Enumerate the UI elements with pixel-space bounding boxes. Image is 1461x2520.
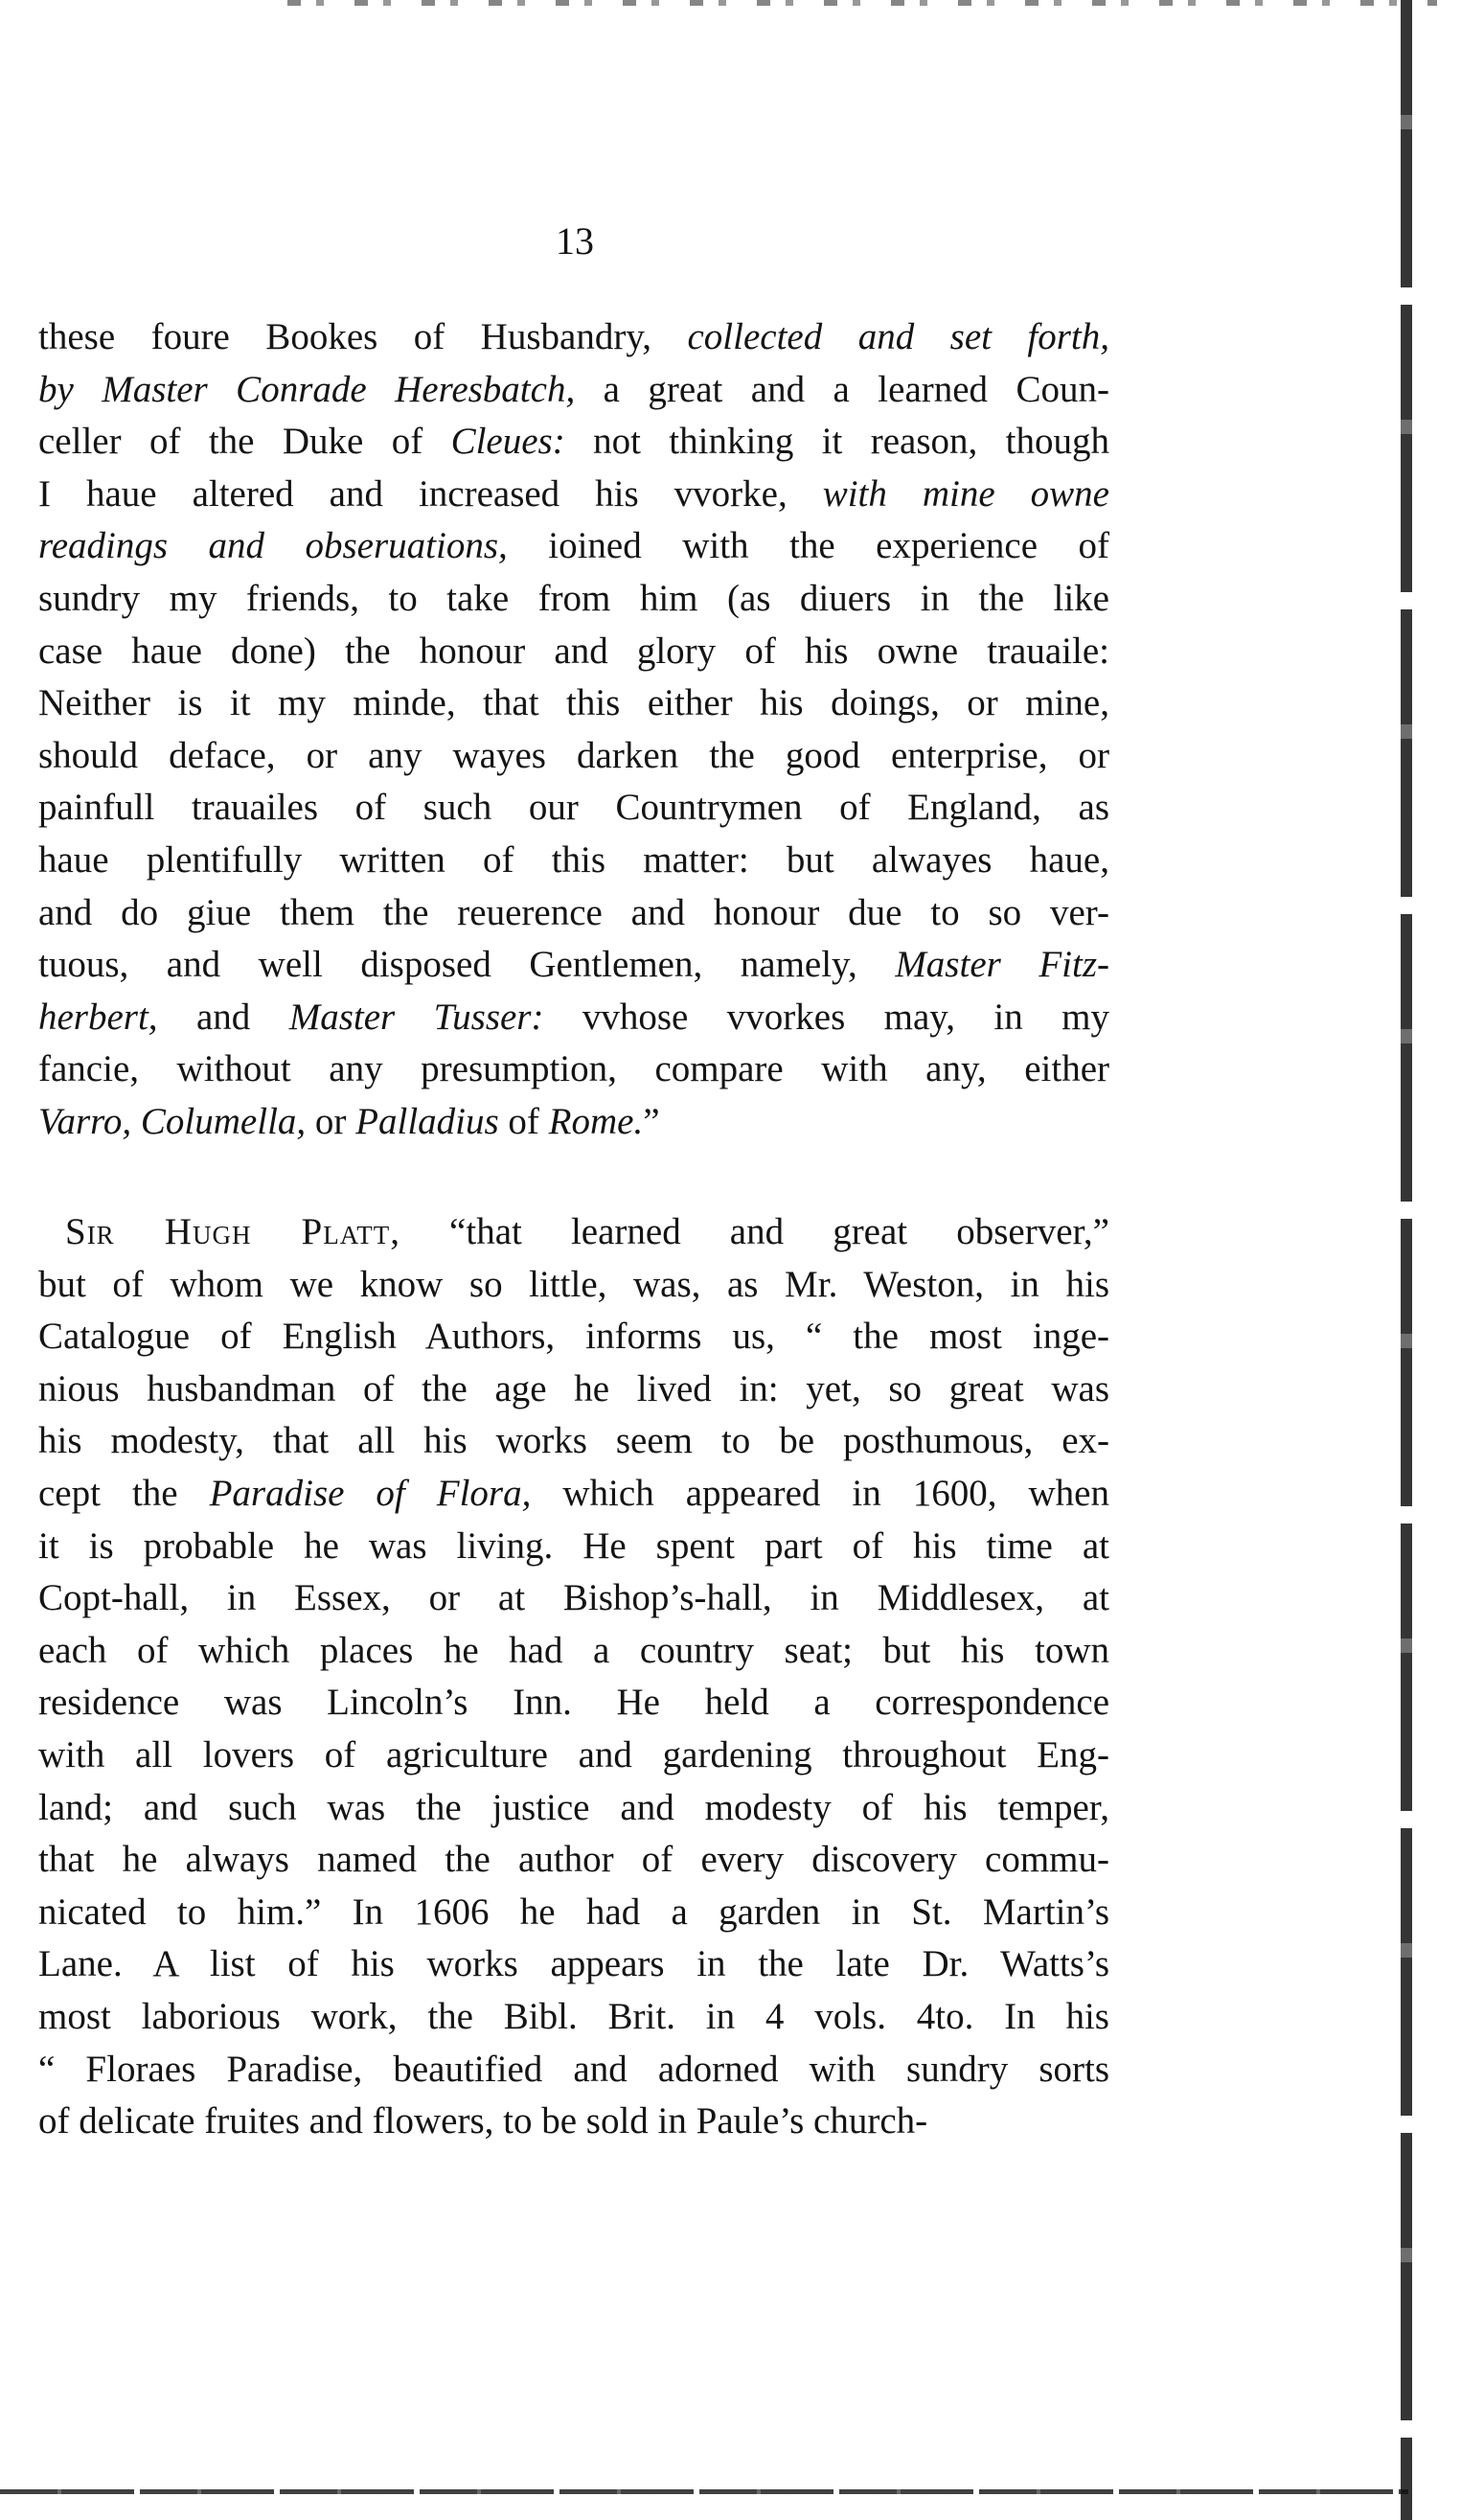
text-line	[38, 1043, 1109, 1096]
text-line	[38, 573, 1109, 626]
scan-edge-bottom	[0, 2489, 1408, 2494]
text-line	[38, 520, 1109, 573]
text-line	[38, 677, 1109, 730]
italic-text: Paradise of Flora,	[209, 1472, 532, 1514]
text-line	[38, 1468, 1109, 1521]
text-run: tuous, and well disposed Gentlemen, namely,	[38, 944, 896, 986]
text-run: I haue altered and increased his vvorke,	[38, 472, 823, 515]
scan-edge-right	[1401, 0, 1412, 2520]
text-run: painfull trauailes of such our Countrymen of England, as	[38, 787, 1109, 829]
text-line	[38, 1991, 1109, 2044]
italic-text: Varro, Columella,	[38, 1100, 307, 1142]
text-run: sundry my friends, to take from him (as diuers in the like	[38, 577, 1109, 619]
text-run: fancie, without any presumption, compare with any, either	[38, 1048, 1109, 1090]
text-line	[38, 887, 1109, 940]
italic-text: readings and obseruations,	[38, 525, 508, 567]
text-run: cept the	[38, 1472, 210, 1514]
text-run: should deface, or any wayes darken the good enterprise, or	[38, 734, 1109, 776]
text-run: of	[498, 1100, 549, 1142]
page-number: 13	[556, 219, 594, 263]
text-run: and	[157, 996, 289, 1038]
text-run: vvhose vvorkes may, in my	[543, 996, 1110, 1038]
text-line	[38, 2044, 1109, 2096]
text-run: “that learned and great observer,”	[399, 1211, 1109, 1252]
text-line	[38, 311, 1109, 364]
text-line	[38, 1887, 1109, 1939]
text-run: which appeared in 1600, when	[531, 1472, 1109, 1514]
text-line	[38, 1572, 1109, 1625]
italic-text: by Master Conrade Heresbatch,	[38, 368, 576, 410]
text-run: each of which places he had a country seat; but his town	[38, 1629, 1109, 1671]
text-line	[38, 1259, 1109, 1312]
text-line	[38, 1938, 1109, 1991]
text-line	[38, 1206, 1109, 1259]
text-run: these foure Bookes of Husbandry,	[38, 316, 688, 357]
italic-text: collected and set forth,	[687, 316, 1110, 357]
text-run: nious husbandman of the age he lived in: yet, so great was	[38, 1367, 1109, 1409]
text-run: not thinking it reason, though	[564, 421, 1109, 463]
italic-text: with mine owne	[822, 472, 1109, 515]
text-run: nicated to him.” In 1606 he had a garden in St. Martin’s	[38, 1890, 1109, 1933]
text-line	[38, 1415, 1109, 1468]
text-line	[38, 416, 1109, 469]
italic-text: herbert,	[38, 996, 158, 1038]
text-line	[38, 730, 1109, 783]
text-run: haue plentifully written of this matter: but alwayes haue,	[38, 838, 1109, 881]
text-run: Copt-hall, in Essex, or at Bishop’s-hall, in Middlesex, at	[38, 1577, 1109, 1619]
text-run: Neither is it my minde, that this either his doings, or mine,	[38, 682, 1109, 724]
text-line	[38, 939, 1109, 992]
text-line	[38, 1677, 1109, 1730]
text-run: of delicate fruites and flowers, to be sold in Paule’s church-	[38, 2100, 928, 2142]
text-run: ioined with the experience of	[507, 525, 1109, 567]
text-line	[38, 835, 1109, 887]
text-run: most laborious work, the Bibl. Brit. in 4 vols. 4to. In his	[38, 1995, 1109, 2037]
text-line	[38, 1625, 1109, 1678]
text-run: celler of the Duke of	[38, 421, 451, 463]
text-run: residence was Lincoln’s Inn. He held a correspondence	[38, 1682, 1109, 1724]
text-line	[38, 469, 1109, 521]
text-run: case haue done) the honour and glory of his owne trauaile:	[38, 630, 1109, 672]
text-line	[38, 1834, 1109, 1887]
text-line	[38, 1521, 1109, 1573]
text-run: land; and such was the justice and modesty of his temper,	[38, 1786, 1109, 1828]
italic-text: Master Fitz-	[895, 944, 1109, 986]
italic-text: Cleues:	[450, 421, 565, 463]
text-run: Lane. A list of his works appears in the late Dr. Watts’s	[38, 1943, 1109, 1985]
text-run: it is probable he was living. He spent part of his time at	[38, 1524, 1109, 1567]
italic-text: Master Tusser:	[288, 996, 544, 1038]
text-run: but of whom we know so little, was, as Mr. Weston, in his	[38, 1263, 1109, 1305]
text-run: and do giue them the reuerence and honour due to so ver-	[38, 891, 1109, 933]
text-run: that he always named the author of every discovery commu-	[38, 1839, 1109, 1881]
text-line	[38, 1730, 1109, 1782]
paragraph-sir-hugh-platt	[38, 1206, 1109, 2148]
italic-text: Palladius	[355, 1100, 499, 1142]
text-line	[38, 782, 1109, 835]
text-line	[38, 1311, 1109, 1363]
small-caps-name: Sir Hugh Platt,	[65, 1211, 400, 1252]
italic-text: Rome.	[548, 1100, 644, 1142]
paragraph-quotation	[38, 311, 1109, 1149]
text-line	[38, 1782, 1109, 1835]
text-line	[38, 1096, 1109, 1149]
text-run: Catalogue of English Authors, informs us, “ the most inge-	[38, 1316, 1109, 1358]
text-line	[38, 2096, 1109, 2148]
text-run: a great and a learned Coun-	[575, 368, 1109, 410]
text-line	[38, 1363, 1109, 1416]
text-line	[38, 626, 1109, 678]
scan-edge-top	[287, 0, 1437, 6]
text-run: with all lovers of agriculture and gardening throughout Eng-	[38, 1733, 1109, 1775]
text-run: his modesty, that all his works seem to be posthumous, ex-	[38, 1420, 1109, 1462]
text-line	[38, 364, 1109, 417]
text-line	[38, 992, 1109, 1044]
text-run: “ Floraes Paradise, beautified and adorned with sundry sorts	[38, 2048, 1109, 2090]
text-run: or	[306, 1100, 356, 1142]
text-run: ”	[643, 1100, 660, 1142]
